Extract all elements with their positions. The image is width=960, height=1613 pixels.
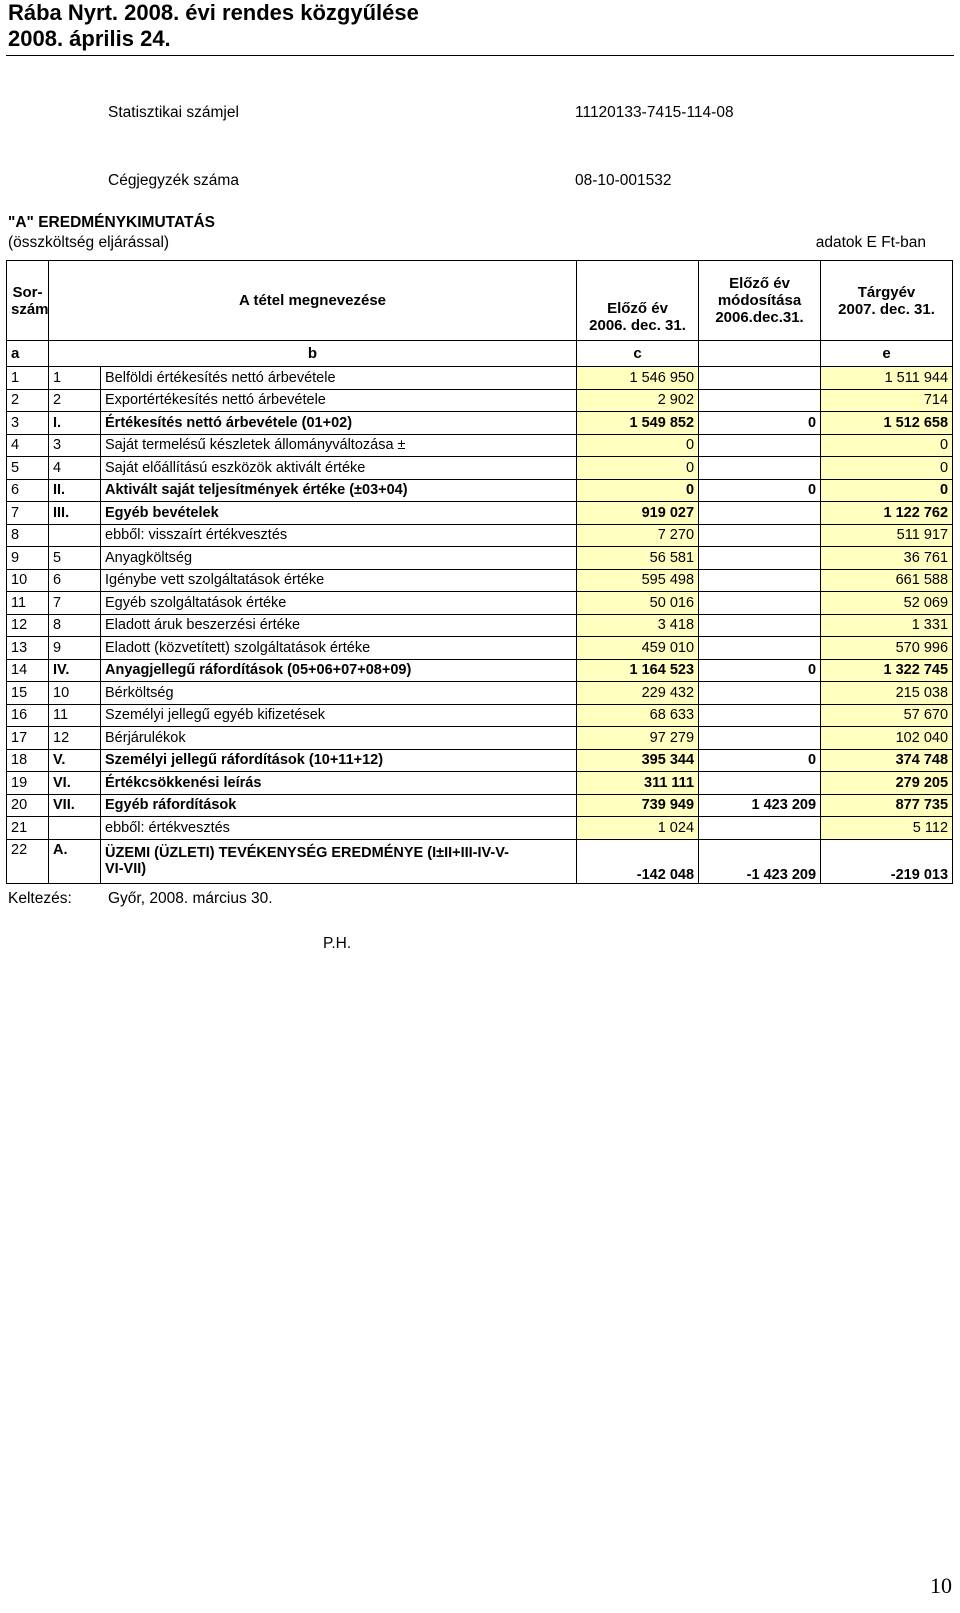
row-name: ÜZEMI (ÜZLETI) TEVÉKENYSÉG EREDMÉNYE (I±II+III-IV-V- VI-VII) <box>101 839 577 883</box>
letter-e: e <box>821 341 953 367</box>
row-mod <box>699 434 821 457</box>
row-code: IV. <box>49 659 101 682</box>
date-value: Győr, 2008. március 30. <box>108 890 273 907</box>
row-prev: 2 902 <box>577 389 699 412</box>
row-name: Saját előállítású eszközök aktivált értéke <box>101 457 577 480</box>
table-row <box>7 479 953 502</box>
report-title: "A" EREDMÉNYKIMUTATÁS <box>8 214 216 231</box>
row-curr: 57 670 <box>821 704 953 727</box>
row-sor: 20 <box>7 794 49 817</box>
row-sor: 21 <box>7 817 49 840</box>
row-mod <box>699 637 821 660</box>
table-row <box>7 524 953 547</box>
row-prev: 395 344 <box>577 749 699 772</box>
row-sor: 5 <box>7 457 49 480</box>
row-sor: 12 <box>7 614 49 637</box>
row-curr: 0 <box>821 457 953 480</box>
row-curr: 661 588 <box>821 569 953 592</box>
row-name: Anyagjellegű ráfordítások (05+06+07+08+09) <box>101 659 577 682</box>
header-date: 2008. április 24. <box>8 26 171 51</box>
row-name: Személyi jellegű egyéb kifizetések <box>101 704 577 727</box>
row-sor: 3 <box>7 412 49 435</box>
row-mod: 1 423 209 <box>699 794 821 817</box>
row-code: VII. <box>49 794 101 817</box>
row-code: V. <box>49 749 101 772</box>
row-prev: 56 581 <box>577 547 699 570</box>
row-prev: 1 164 523 <box>577 659 699 682</box>
row-name: Belföldi értékesítés nettó árbevétele <box>101 367 577 390</box>
row-curr: 1 322 745 <box>821 659 953 682</box>
row-sor: 7 <box>7 502 49 525</box>
row-name: Egyéb bevételek <box>101 502 577 525</box>
row-mod <box>699 817 821 840</box>
letter-row <box>7 341 953 367</box>
row-mod <box>699 502 821 525</box>
row-prev: 919 027 <box>577 502 699 525</box>
row-name: Személyi jellegű ráfordítások (10+11+12) <box>101 749 577 772</box>
row-code: 8 <box>49 614 101 637</box>
row-code: 12 <box>49 727 101 750</box>
reg-value: 08-10-001532 <box>575 172 672 189</box>
row-mod <box>699 524 821 547</box>
row-name: Értékcsökkenési leírás <box>101 772 577 795</box>
row-curr: 0 <box>821 434 953 457</box>
col-header-name: A tétel megnevezése <box>49 261 577 341</box>
letter-b: b <box>49 341 577 367</box>
ph-label: P.H. <box>323 935 352 952</box>
table-row <box>7 659 953 682</box>
row-prev: 1 546 950 <box>577 367 699 390</box>
row-name: Egyéb szolgáltatások értéke <box>101 592 577 615</box>
row-code: 1 <box>49 367 101 390</box>
row-code: I. <box>49 412 101 435</box>
col-header-prev: Előző év 2006. dec. 31. <box>577 261 699 341</box>
row-sor: 11 <box>7 592 49 615</box>
row-code: 3 <box>49 434 101 457</box>
row-mod: 0 <box>699 749 821 772</box>
row-prev: 1 549 852 <box>577 412 699 435</box>
row-code: 10 <box>49 682 101 705</box>
table-row <box>7 502 953 525</box>
row-sor: 6 <box>7 479 49 502</box>
table-row <box>7 727 953 750</box>
row-mod <box>699 704 821 727</box>
row-mod: 0 <box>699 479 821 502</box>
row-curr: 215 038 <box>821 682 953 705</box>
row-prev: 97 279 <box>577 727 699 750</box>
row-mod <box>699 772 821 795</box>
table-row <box>7 817 953 840</box>
row-curr: 1 331 <box>821 614 953 637</box>
row-code: III. <box>49 502 101 525</box>
row-sor: 15 <box>7 682 49 705</box>
row-prev: 50 016 <box>577 592 699 615</box>
row-name: Igénybe vett szolgáltatások értéke <box>101 569 577 592</box>
row-sor: 8 <box>7 524 49 547</box>
row-curr: 714 <box>821 389 953 412</box>
row-prev: 0 <box>577 479 699 502</box>
letter-a: a <box>7 341 49 367</box>
table-row <box>7 547 953 570</box>
row-code: 7 <box>49 592 101 615</box>
row-code: 4 <box>49 457 101 480</box>
row-prev: 7 270 <box>577 524 699 547</box>
letter-empty <box>699 341 821 367</box>
row-mod <box>699 682 821 705</box>
table-header-row <box>7 261 953 341</box>
row-mod: 0 <box>699 412 821 435</box>
row-curr: -219 013 <box>821 839 953 883</box>
row-prev: 311 111 <box>577 772 699 795</box>
table-row <box>7 794 953 817</box>
col-header-mod: Előző év módosítása 2006.dec.31. <box>699 261 821 341</box>
row-sor: 14 <box>7 659 49 682</box>
row-prev: 459 010 <box>577 637 699 660</box>
row-prev: 0 <box>577 457 699 480</box>
row-curr: 0 <box>821 479 953 502</box>
row-curr: 877 735 <box>821 794 953 817</box>
row-mod: -1 423 209 <box>699 839 821 883</box>
row-sor: 22 <box>7 839 49 883</box>
date-label: Keltezés: <box>8 890 72 907</box>
row-mod <box>699 457 821 480</box>
row-name: Anyagköltség <box>101 547 577 570</box>
unit-label: adatok E Ft-ban <box>815 234 926 251</box>
row-code: 9 <box>49 637 101 660</box>
table-row <box>7 704 953 727</box>
row-name: ebből: értékvesztés <box>101 817 577 840</box>
table-row <box>7 569 953 592</box>
stat-label: Statisztikai számjel <box>108 104 239 121</box>
table-row <box>7 389 953 412</box>
row-curr: 1 511 944 <box>821 367 953 390</box>
row-name: Eladott áruk beszerzési értéke <box>101 614 577 637</box>
stat-value: 11120133-7415-114-08 <box>575 104 734 121</box>
table-row <box>7 637 953 660</box>
row-curr: 279 205 <box>821 772 953 795</box>
row-name: ebből: visszaírt értékvesztés <box>101 524 577 547</box>
row-prev: -142 048 <box>577 839 699 883</box>
row-prev: 0 <box>577 434 699 457</box>
row-curr: 102 040 <box>821 727 953 750</box>
row-name: Aktivált saját teljesítmények értéke (±03+04) <box>101 479 577 502</box>
row-code: 11 <box>49 704 101 727</box>
table-row <box>7 434 953 457</box>
table-row <box>7 614 953 637</box>
row-code: VI. <box>49 772 101 795</box>
row-prev: 68 633 <box>577 704 699 727</box>
row-prev: 739 949 <box>577 794 699 817</box>
row-code: 6 <box>49 569 101 592</box>
row-name: Egyéb ráfordítások <box>101 794 577 817</box>
row-prev: 595 498 <box>577 569 699 592</box>
row-code <box>49 524 101 547</box>
row-sor: 10 <box>7 569 49 592</box>
row-sor: 19 <box>7 772 49 795</box>
row-mod <box>699 569 821 592</box>
row-curr: 374 748 <box>821 749 953 772</box>
row-sor: 16 <box>7 704 49 727</box>
row-name: Értékesítés nettó árbevétele (01+02) <box>101 412 577 435</box>
col-header-sorszam: Sor- szám <box>7 261 49 341</box>
row-prev: 229 432 <box>577 682 699 705</box>
row-name: Bérjárulékok <box>101 727 577 750</box>
income-statement-table <box>6 260 953 884</box>
header-title: Rába Nyrt. 2008. évi rendes közgyűlése <box>8 0 419 25</box>
header-divider <box>6 55 954 56</box>
page-number: 10 <box>930 1573 952 1598</box>
row-sor: 4 <box>7 434 49 457</box>
table-row <box>7 772 953 795</box>
letter-c: c <box>577 341 699 367</box>
row-name: Bérköltség <box>101 682 577 705</box>
row-curr: 5 112 <box>821 817 953 840</box>
row-mod <box>699 727 821 750</box>
row-curr: 570 996 <box>821 637 953 660</box>
table-row <box>7 457 953 480</box>
table-row <box>7 592 953 615</box>
row-code: A. <box>49 839 101 883</box>
row-sor: 18 <box>7 749 49 772</box>
row-curr: 52 069 <box>821 592 953 615</box>
row-curr: 36 761 <box>821 547 953 570</box>
row-sor: 17 <box>7 727 49 750</box>
row-sor: 13 <box>7 637 49 660</box>
table-row <box>7 682 953 705</box>
row-sor: 2 <box>7 389 49 412</box>
row-name: Saját termelésű készletek állományváltozása ± <box>101 434 577 457</box>
row-prev: 3 418 <box>577 614 699 637</box>
row-mod <box>699 592 821 615</box>
row-mod <box>699 547 821 570</box>
row-mod <box>699 367 821 390</box>
row-curr: 1 512 658 <box>821 412 953 435</box>
row-prev: 1 024 <box>577 817 699 840</box>
row-code: II. <box>49 479 101 502</box>
row-mod <box>699 614 821 637</box>
row-code: 2 <box>49 389 101 412</box>
table-row <box>7 412 953 435</box>
col-header-curr: Tárgyév 2007. dec. 31. <box>821 261 953 341</box>
row-code: 5 <box>49 547 101 570</box>
report-subtitle: (összköltség eljárással) <box>8 234 170 251</box>
row-sor: 9 <box>7 547 49 570</box>
row-mod <box>699 389 821 412</box>
row-curr: 511 917 <box>821 524 953 547</box>
row-name: Eladott (közvetített) szolgáltatások értéke <box>101 637 577 660</box>
table-row <box>7 367 953 390</box>
table-row <box>7 749 953 772</box>
reg-label: Cégjegyzék száma <box>108 172 239 189</box>
table-row-final <box>7 839 953 883</box>
row-mod: 0 <box>699 659 821 682</box>
row-name: Exportértékesítés nettó árbevétele <box>101 389 577 412</box>
row-code <box>49 817 101 840</box>
row-curr: 1 122 762 <box>821 502 953 525</box>
row-sor: 1 <box>7 367 49 390</box>
